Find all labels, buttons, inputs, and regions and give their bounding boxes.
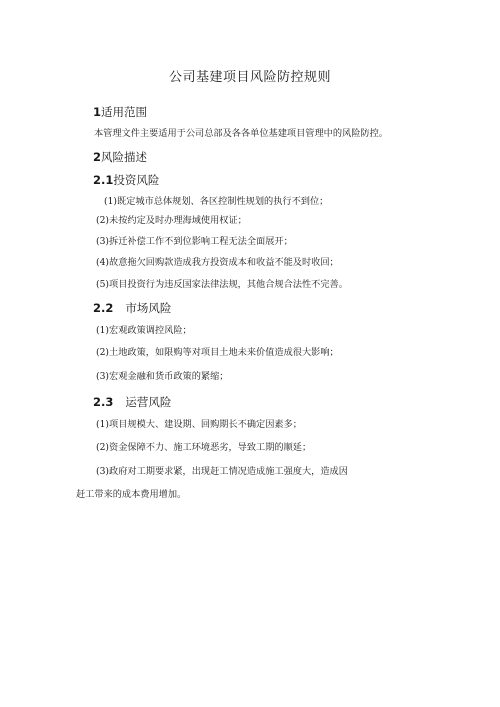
section-2-3-heading (93, 394, 171, 410)
section-2-2-item: (1)宏观政策调控风险； (96, 325, 192, 336)
section-1-number: 1 (93, 105, 102, 119)
section-2-1-number: 2.1 (93, 173, 114, 187)
section-2-1-title: 投资风险 (113, 173, 160, 187)
section-2-2-item: (2)土地政策，如限购等对项目土地未来价值造成很大影响； (96, 347, 339, 358)
section-2-1-item: (5)项目投资行为违反国家法律法规，其他合规合法性不完善。 (96, 279, 348, 290)
section-1-body: 本管理文件主要适用于公司总部及各各单位基建项目管理中的风险防控。 (94, 128, 388, 139)
section-2-2-number: 2.2 (93, 301, 114, 315)
section-2-3-title: 运营风险 (125, 395, 172, 409)
document-title: 公司基建项目风险防控规则 (168, 70, 331, 85)
section-2-2-title: 市场风险 (125, 301, 172, 315)
section-2-2-heading (93, 300, 171, 316)
section-2-3-item: (1)项目规模大、建设期、回购期长不确定因素多； (96, 419, 302, 430)
section-2-1-item: (4)故意拖欠回购款造成我方投资成本和收益不能及时收回； (96, 257, 339, 268)
section-1-heading (93, 104, 147, 120)
section-2-3-item: (3)政府对工期要求紧，出现赶工情况造成施工强度大，造成因 (96, 466, 348, 477)
section-1-title: 适用范围 (101, 105, 148, 119)
section-2-2-item: (3)宏观金融和货币政策的紧缩； (96, 371, 229, 382)
section-2-title: 风险描述 (101, 150, 148, 164)
section-2-3-number: 2.3 (93, 395, 114, 409)
section-2-number: 2 (93, 150, 102, 164)
section-2-1-heading (93, 172, 159, 188)
section-2-1-item: (1)既定城市总体规划、各区控制性规划的执行不到位； (104, 196, 329, 207)
section-2-1-item: (3)拆迁补偿工作不到位影响工程无法全面展开； (96, 236, 293, 247)
section-2-heading (93, 149, 147, 165)
section-2-3-item: (2)资金保障不力、施工环境恶劣，导致工期的顺延； (96, 442, 312, 453)
section-2-3-item-continuation: 赶工带来的成本费用增加。 (76, 489, 187, 500)
section-2-1-item: (2)未按约定及时办理海域使用权证； (96, 215, 247, 226)
